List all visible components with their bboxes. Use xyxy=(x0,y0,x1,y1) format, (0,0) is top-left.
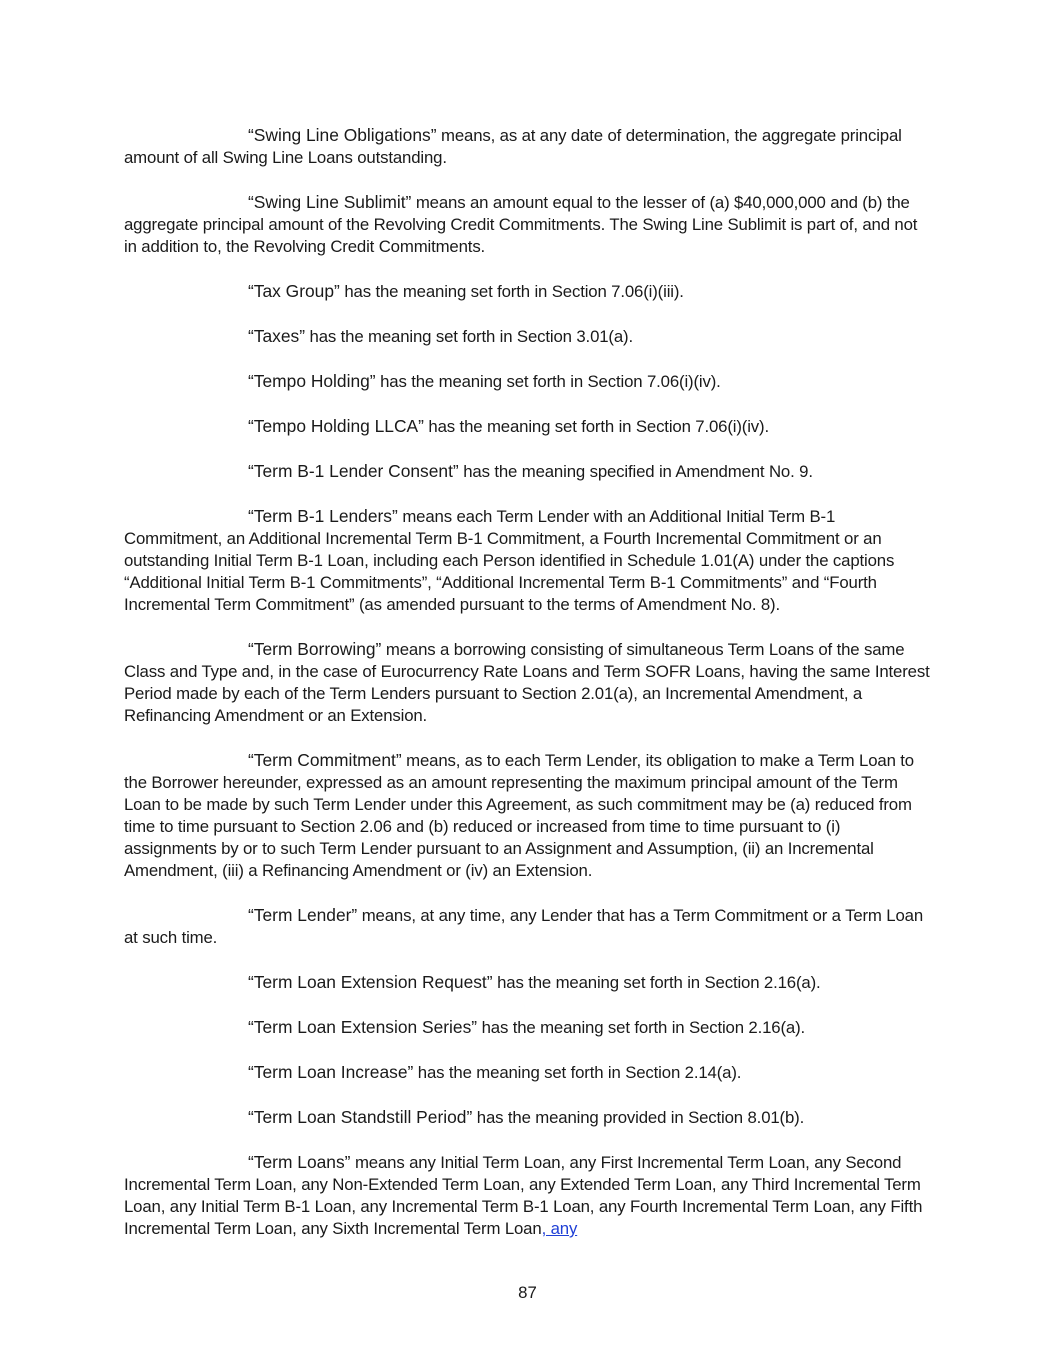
defined-term: “Swing Line Obligations” xyxy=(248,125,437,145)
definition-text: means an amount equal to the lesser of (a) $40,000,000 and (b) the aggregate principal amount of the Revolving Credit Commitments. The Swing Line Sublimit is part of, and not in addition to, the Revolving Credit Commitments. xyxy=(124,193,918,256)
page-number: 87 xyxy=(518,1283,537,1302)
definitions-section xyxy=(124,124,932,1262)
defined-term: “Term Loan Extension Series” xyxy=(248,1017,478,1037)
definition-text: has the meaning set forth in Section 2.16(a). xyxy=(477,1018,806,1037)
definition-text: means a borrowing consisting of simultaneous Term Loans of the same Class and Type and, in the case of Eurocurrency Rate Loans and Term SOFR Loans, having the same Interest Period made by each of the Term Lenders pursuant to Section 2.01(a), an Incremental Amendment, a Refinancing Amendment or an Extension. xyxy=(124,640,930,725)
defined-term: “Tempo Holding LLCA” xyxy=(248,416,424,436)
defined-term: “Term B-1 Lender Consent” xyxy=(248,461,459,481)
defined-term: “Swing Line Sublimit” xyxy=(248,192,412,212)
defined-term: “Term Loan Increase” xyxy=(248,1062,414,1082)
definition-term-b1-lenders xyxy=(124,505,932,616)
defined-term: “Term Loan Extension Request” xyxy=(248,972,493,992)
definition-tempo-holding xyxy=(124,370,932,393)
definition-term-loan-extension-request xyxy=(124,971,932,994)
definition-swing-line-sublimit xyxy=(124,191,932,258)
definition-text: means, as at any date of determination, the aggregate principal amount of all Swing Line Loans outstanding. xyxy=(124,126,902,167)
defined-term: “Term Commitment” xyxy=(248,750,402,770)
definition-text: has the meaning set forth in Section 7.06(i)(iv). xyxy=(375,372,721,391)
definition-term-loan-standstill-period xyxy=(124,1106,932,1129)
definition-text: has the meaning set forth in Section 7.06(i)(iv). xyxy=(423,417,770,436)
definition-term-borrowing xyxy=(124,638,932,727)
definition-text: means any Initial Term Loan, any First Incremental Term Loan, any Second Incremental Term Loan, any Non-Extended Term Loan, any Extended Term Loan, any Third Incremental Term Loan, any Initial Term B-1 Loan, any Incremental Term B-1 Loan, any Fourth Incremental Term Loan, any Fifth Incremental Term Loan, any Sixth Incremental Term Loan xyxy=(124,1153,923,1238)
defined-term: “Term Loan Standstill Period” xyxy=(248,1107,473,1127)
defined-term: “Tempo Holding” xyxy=(248,371,376,391)
definition-text: means each Term Lender with an Additional Initial Term B-1 Commitment, an Additional Incremental Term B-1 Commitment, a Fourth Incremental Commitment or an outstanding Initial Term B-1 Loan, including each Person identified in Schedule 1.01(A) under the captions “Additional Initial Term B-1 Commitments”, “Additional Incremental Term B-1 Commitments” and “Fourth Incremental Term Commitment” (as amended pursuant to the terms of Amendment No. 8). xyxy=(124,507,895,614)
defined-term: “Term Borrowing” xyxy=(248,639,382,659)
definition-text: has the meaning provided in Section 8.01(b). xyxy=(472,1108,805,1127)
definition-term-loan-extension-series xyxy=(124,1016,932,1039)
defined-term: “Term B-1 Lenders” xyxy=(248,506,398,526)
definition-tax-group xyxy=(124,280,932,303)
definition-text: means, as to each Term Lender, its obligation to make a Term Loan to the Borrower hereunder, expressed as an amount representing the maximum principal amount of the Term Loan to be made by such Term Lender under this Agreement, as such commitment may be (a) reduced from time to time pursuant to Section 2.06 and (b) reduced or increased from time to time pursuant to (i) assignments by or to such Term Lender pursuant to an Assignment and Assumption, (ii) an Incremental Amendment, (iii) a Refinancing Amendment or (iv) an Extension. xyxy=(124,751,914,880)
defined-term: “Term Lender” xyxy=(248,905,358,925)
definition-term-lender xyxy=(124,904,932,949)
definition-text: has the meaning set forth in Section 7.06(i)(iii). xyxy=(339,282,684,301)
definition-text: has the meaning set forth in Section 2.16(a). xyxy=(492,973,821,992)
definition-text: means, at any time, any Lender that has a Term Commitment or a Term Loan at such time. xyxy=(124,906,924,947)
defined-term: “Tax Group” xyxy=(248,281,340,301)
definition-term-b1-lender-consent xyxy=(124,460,932,483)
definition-term-loans xyxy=(124,1151,932,1240)
definition-text: has the meaning set forth in Section 2.14(a). xyxy=(413,1063,742,1082)
definition-tempo-holding-llca xyxy=(124,415,932,438)
definition-term-loan-increase xyxy=(124,1061,932,1084)
definition-text: has the meaning specified in Amendment No. 9. xyxy=(458,462,813,481)
defined-term: “Taxes” xyxy=(248,326,306,346)
inserted-text-link[interactable]: , any xyxy=(541,1219,578,1238)
definition-swing-line-obligations xyxy=(124,124,932,169)
definition-term-commitment xyxy=(124,749,932,882)
definition-taxes xyxy=(124,325,932,348)
definition-text: has the meaning set forth in Section 3.01(a). xyxy=(305,327,634,346)
defined-term: “Term Loans” xyxy=(248,1152,351,1172)
